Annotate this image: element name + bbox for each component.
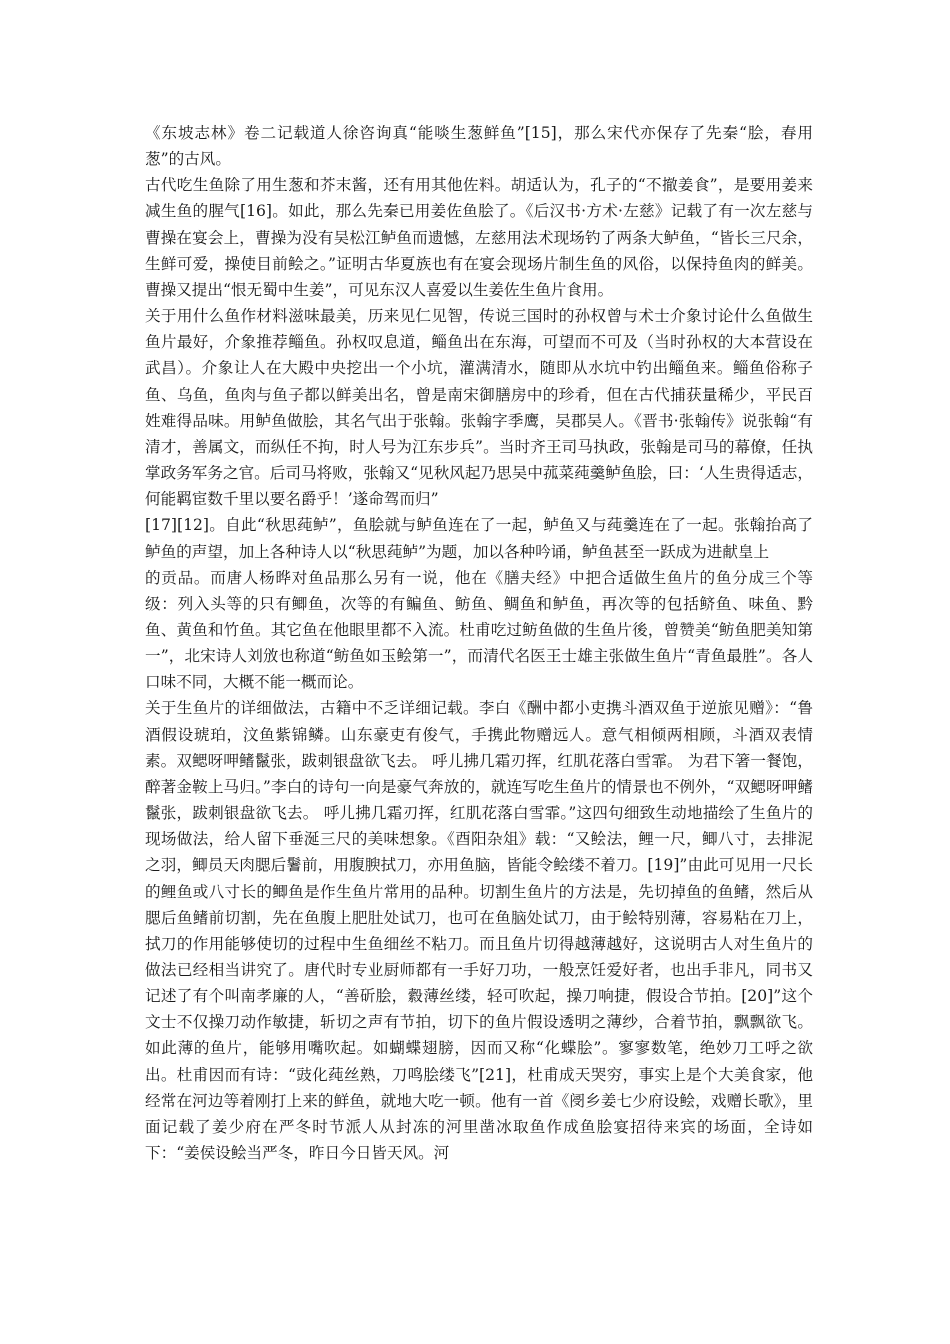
paragraph-dongpo: 《东坡志林》卷二记载道人徐咨询真“能啖生葱鲜鱼”[15]，那么宋代亦保存了先秦“脍，春用葱”的古风。: [145, 124, 813, 169]
paragraph-ginger: 古代吃生鱼除了用生葱和芥末酱，还有用其他佐料。胡适认为，孔子的“不撤姜食”，是要用姜来减生鱼的腥气[16]。如此，那么先秦已用姜佐鱼脍了。《后汉书·方术·左慈》记载了有一次左慈与曹操在宴会上，曹操为没有吴松江鲈鱼而遗憾，左慈用法术现场钓了两条大鲈鱼，“皆长三尺余，生鲜可爱，操使目前鲙之。”证明古华夏族也有在宴会现场片制生鱼的风俗，以保持鱼肉的鲜美。曹操又提出“恨无蜀中生姜”，可见东汉人喜爱以生姜佐生鱼片食用。: [145, 176, 813, 299]
document-body: [145, 120, 813, 1166]
paragraph-preparation: 关于生鱼片的详细做法，古籍中不乏详细记载。李白《酬中都小吏携斗酒双鱼于逆旅见赠》：“鲁酒假设琥珀，汶鱼紫锦鳞。山东豪吏有俊气，手携此物赠远人。意气相倾两相顾，斗酒双表情素。双鳃呀呷鳍鬣张，跋刺银盘欲飞去。 呼儿拂几霜刃挥，红肌花落白雪霏。 为君下箸一餐饱，醉著金鞍上马归。”李白的诗句一向是豪气奔放的，就连写吃生鱼片的情景也不例外，“双鳃呀呷鳍鬣张，跋刺银盘欲飞去。 呼儿拂几霜刃挥，红肌花落白雪霏。”这四句细致生动地描绘了生鱼片的现场做法，给人留下垂涎三尺的美味想象。《酉阳杂俎》载：“又鲙法，鲤一尺，鲫八寸，去排泥之羽，鲫员天肉腮后鬐前，用腹腴拭刀，亦用鱼脑，皆能令鲙缕不着刀。[19]”由此可见用一尺长的鲤鱼或八寸长的鲫鱼是作生鱼片常用的品种。切割生鱼片的方法是，先切掉鱼的鱼鳍，然后从腮后鱼鳍前切割，先在鱼腹上肥肚处试刀，也可在鱼脑处试刀，由于鲙特别薄，容易粘在刀上，拭刀的作用能够使切的过程中生鱼细丝不粘刀。而且鱼片切得越薄越好，这说明古人对生鱼片的做法已经相当讲究了。唐代时专业厨师都有一手好刀功，一般烹饪爱好者，也出手非凡，同书又记述了有个叫南孝廉的人，“善斫脍，縠薄丝缕，轻可吹起，操刀响捷，假设合节拍。[20]”这个文士不仅操刀动作敏捷，斩切之声有节拍，切下的鱼片假设透明之薄纱，合着节拍，飘飘欲飞。如此薄的鱼片，能够用嘴吹起。如蝴蝶翅膀，因而又称“化蝶脍”。寥寥数笔，绝妙刀工呼之欲出。杜甫因而有诗：“豉化莼丝熟，刀鸣脍缕飞”[21]，杜甫成天哭穷，事实上是个大美食家，他经常在河边等着刚打上来的鲜鱼，就地大吃一顿。他有一首《阌乡姜七少府设鲙，戏赠长歌》，里面记载了姜少府在严冬时节派人从封冻的河里凿冰取鱼作成鱼脍宴招待来宾的场面，全诗如下：“姜侯设鲙当严冬，昨日今日皆天风。河: [145, 699, 813, 1163]
paragraph-tribute-grades: 的贡品。而唐人杨晔对鱼品那么另有一说，他在《膳夫经》中把合适做生鱼片的鱼分成三个等级：列入头等的只有鲫鱼，次等的有鳊鱼、鲂鱼、鲷鱼和鲈鱼，再次等的包括鲚鱼、味鱼、黔鱼、黄鱼和竹鱼。其它鱼在他眼里都不入流。杜甫吃过鲂鱼做的生鱼片後，曾赞美“鲂鱼肥美知第一”，北宋诗人刘攽也称道“鲂鱼如玉鲙第一”，而清代名医王士雄主张做生鱼片“青鱼最胜”。各人口味不同，大概不能一概而论。: [145, 568, 813, 692]
paragraph-qiusi-chunlu: [17][12]。自此“秋思莼鲈”，鱼脍就与鲈鱼连在了一起，鲈鱼又与莼羹连在了一起。张翰抬高了鲈鱼的声望，加上各种诗人以“秋思莼鲈”为题，加以各种吟诵，鲈鱼甚至一跃成为进献皇上: [145, 516, 813, 561]
paragraph-fish-choice: 关于用什么鱼作材料滋味最美，历来见仁见智，传说三国时的孙权曾与术士介象讨论什么鱼做生鱼片最好，介象推荐鲻鱼。孙权叹息道，鲻鱼出在东海，可望而不可及（当时孙权的大本营设在武昌）。介象让人在大殿中央挖出一个小坑，灌满清水，随即从水坑中钓出鲻鱼来。鲻鱼俗称子鱼、乌鱼，鱼肉与鱼子都以鲜美出名，曾是南宋御膳房中的珍肴，但在古代捕获量稀少，平民百姓难得品味。用鲈鱼做脍，其名气出于张翰。张翰字季鹰，吴郡吴人。《晋书·张翰传》说张翰“有清才，善属文，而纵任不拘，时人号为江东步兵”。当时齐王司马执政，张翰是司马的幕僚，任执掌政务军务之官。后司马将败，张翰又“见秋风起乃思吴中菰菜莼羹鲈鱼脍，曰：‘人生贵得适志，何能羁宦数千里以要名爵乎！’遂命驾而归”: [145, 307, 813, 509]
